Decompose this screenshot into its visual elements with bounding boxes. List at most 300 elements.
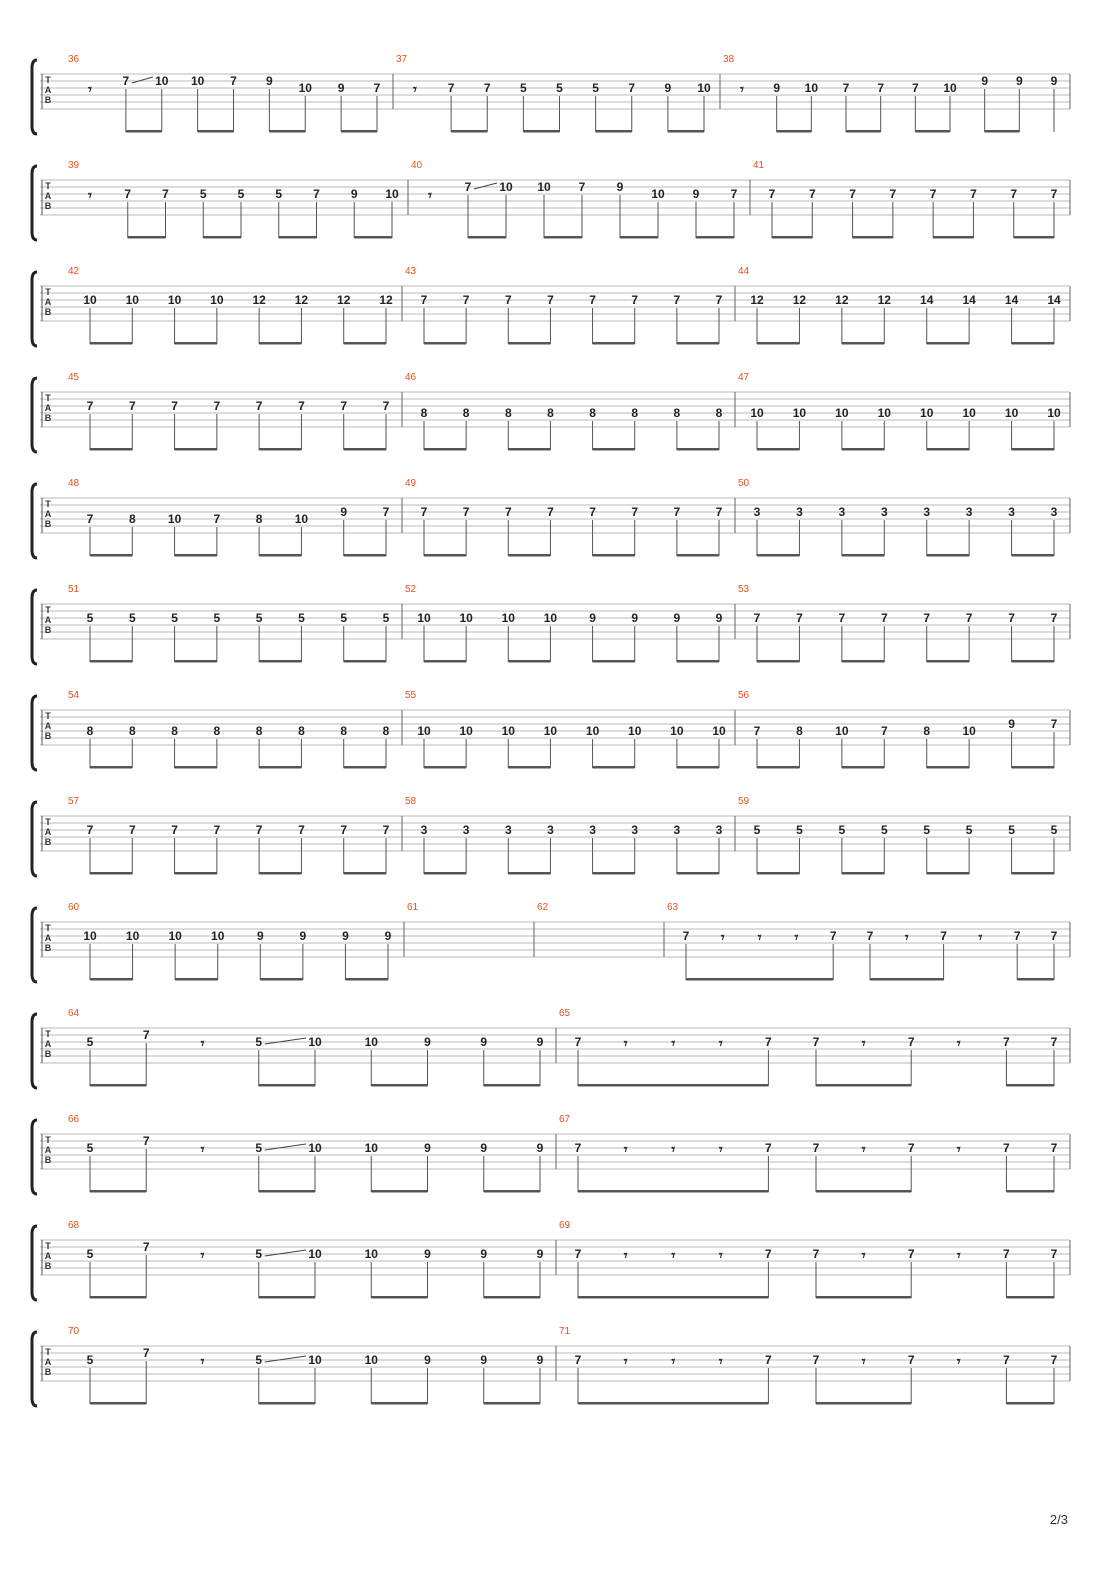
beam — [846, 130, 881, 133]
rest-symbol: 𝄾 — [623, 1248, 628, 1264]
system-bracket — [32, 272, 37, 346]
measure-number: 43 — [405, 266, 417, 277]
fret-number: 7 — [631, 293, 639, 307]
fret-number: 10 — [920, 406, 934, 420]
beam — [424, 872, 466, 875]
beam — [927, 660, 969, 663]
fret-number: 10 — [308, 1353, 322, 1367]
fret-number: 10 — [543, 611, 558, 625]
beam — [1012, 554, 1054, 557]
beam — [927, 872, 969, 875]
fret-number: 3 — [1050, 505, 1058, 519]
fret-number: 5 — [1008, 823, 1015, 837]
fret-number: 7 — [838, 611, 846, 625]
beam — [1006, 1296, 1054, 1299]
fret-number: 7 — [547, 293, 554, 307]
fret-number: 9 — [692, 187, 700, 201]
fret-number: 7 — [255, 823, 263, 837]
beam — [816, 1296, 911, 1299]
rest-symbol: 𝄾 — [718, 1142, 723, 1158]
staff-system — [32, 796, 1070, 876]
fret-number: 14 — [920, 293, 934, 307]
slide-line — [132, 77, 153, 83]
beam — [90, 1084, 146, 1087]
rest-symbol: 𝄾 — [861, 1354, 866, 1370]
fret-number: 9 — [342, 929, 349, 943]
fret-number: 7 — [382, 505, 390, 519]
fret-number: 5 — [796, 823, 803, 837]
fret-number: 5 — [340, 611, 348, 625]
tab-clef-letter: T — [45, 1135, 51, 1145]
fret-number: 7 — [970, 187, 977, 201]
beam — [870, 978, 944, 981]
staff-system — [32, 584, 1070, 664]
measure-number: 38 — [723, 54, 735, 65]
beam — [90, 1190, 146, 1193]
system-bracket — [32, 1226, 37, 1300]
fret-number: 9 — [384, 929, 392, 943]
fret-number: 3 — [631, 823, 639, 837]
fret-number: 9 — [340, 505, 348, 519]
fret-number: 7 — [86, 823, 94, 837]
beam — [259, 1190, 315, 1193]
beam — [927, 766, 969, 769]
tab-clef-letter: B — [44, 1367, 52, 1377]
beam — [484, 1190, 540, 1193]
fret-number: 7 — [382, 823, 390, 837]
fret-number: 7 — [866, 929, 874, 943]
slide-line — [265, 1250, 306, 1256]
fret-number: 7 — [765, 1247, 772, 1261]
fret-number: 7 — [213, 823, 221, 837]
beam — [344, 660, 386, 663]
rest-symbol: 𝄾 — [861, 1248, 866, 1264]
system-bracket — [32, 60, 37, 134]
beam — [757, 554, 799, 557]
fret-number: 5 — [965, 823, 973, 837]
fret-number: 7 — [420, 505, 428, 519]
beam — [259, 554, 301, 557]
system-bracket — [32, 1014, 37, 1088]
fret-number: 8 — [128, 724, 136, 738]
fret-number: 3 — [880, 505, 888, 519]
beam — [371, 1402, 427, 1405]
fret-number: 9 — [536, 1353, 544, 1367]
tab-clef-letter: B — [44, 1261, 52, 1271]
fret-number: 10 — [83, 293, 97, 307]
fret-number: 7 — [589, 505, 596, 519]
beam — [279, 236, 317, 239]
beam — [1006, 1190, 1054, 1193]
fret-number: 10 — [628, 724, 642, 738]
fret-number: 9 — [480, 1141, 488, 1155]
beam — [927, 448, 969, 451]
fret-number: 14 — [1047, 293, 1061, 307]
fret-number: 7 — [122, 74, 130, 88]
beam — [1014, 236, 1054, 239]
fret-number: 8 — [86, 724, 94, 738]
fret-number: 7 — [673, 293, 681, 307]
beam — [757, 660, 799, 663]
fret-number: 7 — [765, 1353, 772, 1367]
fret-number: 5 — [199, 187, 207, 201]
beam — [593, 872, 635, 875]
fret-number: 8 — [673, 406, 681, 420]
fret-number: 9 — [631, 611, 639, 625]
fret-number: 7 — [171, 399, 178, 413]
fret-number: 3 — [1008, 505, 1015, 519]
fret-number: 10 — [308, 1035, 322, 1049]
fret-number: 12 — [877, 293, 891, 307]
fret-number: 8 — [547, 406, 554, 420]
beam — [677, 872, 719, 875]
fret-number: 7 — [768, 187, 776, 201]
tab-clef-letter: T — [45, 181, 51, 191]
measure-number: 58 — [405, 796, 417, 807]
rest-symbol: 𝄾 — [978, 930, 983, 946]
tab-clef-letter: A — [44, 1251, 52, 1261]
fret-number: 9 — [1050, 74, 1058, 88]
fret-number: 5 — [86, 611, 94, 625]
fret-number: 7 — [504, 505, 512, 519]
beam — [259, 1402, 315, 1405]
measure-number: 50 — [738, 478, 750, 489]
fret-number: 10 — [308, 1141, 322, 1155]
beam — [757, 872, 799, 875]
fret-number: 10 — [835, 724, 849, 738]
beam — [593, 554, 635, 557]
slide-line — [265, 1038, 306, 1044]
beam — [344, 448, 386, 451]
beam — [696, 236, 734, 239]
beam — [596, 130, 632, 133]
fret-number: 8 — [589, 406, 596, 420]
rest-symbol: 𝄾 — [757, 930, 762, 946]
beam — [424, 448, 466, 451]
fret-number: 10 — [167, 293, 182, 307]
tab-clef-letter: T — [45, 605, 51, 615]
fret-number: 7 — [128, 823, 136, 837]
fret-number: 9 — [424, 1353, 431, 1367]
beam — [203, 236, 241, 239]
slide-line — [265, 1144, 306, 1150]
fret-number: 5 — [923, 823, 931, 837]
fret-number: 7 — [911, 81, 919, 95]
measure-number: 60 — [68, 902, 80, 913]
system-bracket — [32, 696, 37, 770]
beam — [677, 448, 719, 451]
beam — [523, 130, 559, 133]
beam — [677, 554, 719, 557]
fret-number: 9 — [536, 1035, 544, 1049]
fret-number: 10 — [385, 187, 399, 201]
system-bracket — [32, 908, 37, 982]
beam — [842, 554, 884, 557]
fret-number: 7 — [142, 1134, 150, 1148]
beam — [484, 1084, 540, 1087]
beam — [816, 1084, 911, 1087]
fret-number: 7 — [462, 293, 470, 307]
tab-clef-letter: T — [45, 75, 51, 85]
beam — [344, 554, 386, 557]
fret-number: 8 — [171, 724, 178, 738]
fret-number: 5 — [237, 187, 245, 201]
fret-number: 3 — [462, 823, 470, 837]
fret-number: 3 — [753, 505, 761, 519]
tab-clef-letter: B — [44, 519, 52, 529]
fret-number: 9 — [715, 611, 723, 625]
tab-clef-letter: B — [44, 1049, 52, 1059]
fret-number: 14 — [962, 293, 976, 307]
page-number: 2/3 — [1049, 1512, 1068, 1527]
tab-clef-letter: A — [44, 403, 52, 413]
tab-clef-letter: B — [44, 943, 52, 953]
fret-number: 10 — [943, 81, 957, 95]
fret-number: 7 — [1003, 1035, 1010, 1049]
beam — [933, 236, 973, 239]
beam — [344, 342, 386, 345]
measure-number: 61 — [407, 902, 419, 913]
fret-number: 7 — [730, 187, 738, 201]
rest-symbol: 𝄾 — [671, 1036, 676, 1052]
fret-number: 3 — [420, 823, 428, 837]
rest-symbol: 𝄾 — [88, 188, 92, 204]
rest-symbol: 𝄾 — [718, 1248, 723, 1264]
fret-number: 10 — [210, 293, 224, 307]
beam — [484, 1296, 540, 1299]
fret-number: 8 — [340, 724, 348, 738]
system-bracket — [32, 590, 37, 664]
measure-number: 69 — [559, 1220, 571, 1231]
measure-number: 63 — [667, 902, 679, 913]
measure-number: 70 — [68, 1326, 80, 1337]
rest-symbol: 𝄾 — [200, 1354, 205, 1370]
beam — [484, 1402, 540, 1405]
fret-number: 3 — [838, 505, 846, 519]
tab-clef-letter: T — [45, 287, 51, 297]
beam — [842, 342, 884, 345]
beam — [677, 766, 719, 769]
measure-number: 53 — [738, 584, 750, 595]
fret-number: 5 — [880, 823, 888, 837]
fret-number: 9 — [1015, 74, 1023, 88]
fret-number: 9 — [299, 929, 307, 943]
system-bracket — [32, 802, 37, 876]
fret-number: 10 — [417, 724, 431, 738]
tab-clef-letter: T — [45, 711, 51, 721]
fret-number: 7 — [1003, 1353, 1010, 1367]
fret-number: 9 — [480, 1353, 488, 1367]
fret-number: 9 — [536, 1141, 544, 1155]
beam — [915, 130, 950, 133]
fret-number: 7 — [812, 1141, 820, 1155]
rest-symbol: 𝄾 — [428, 188, 432, 204]
beam — [508, 342, 550, 345]
fret-number: 9 — [424, 1247, 431, 1261]
fret-number: 3 — [589, 823, 596, 837]
measure-number: 54 — [68, 690, 80, 701]
measure-number: 36 — [68, 54, 80, 65]
beam — [593, 448, 635, 451]
fret-number: 5 — [255, 1035, 263, 1049]
fret-number: 9 — [981, 74, 989, 88]
staff-system — [32, 266, 1070, 346]
fret-number: 7 — [1050, 187, 1058, 201]
fret-number: 7 — [340, 823, 348, 837]
measure-number: 44 — [738, 266, 750, 277]
fret-number: 7 — [1050, 1035, 1058, 1049]
beam — [468, 236, 506, 239]
fret-number: 5 — [592, 81, 599, 95]
rest-symbol: 𝄾 — [740, 82, 744, 98]
measure-number: 59 — [738, 796, 750, 807]
beam — [90, 872, 132, 875]
fret-number: 7 — [877, 81, 885, 95]
beam — [424, 342, 466, 345]
rest-symbol: 𝄾 — [88, 82, 92, 98]
tab-clef-letter: T — [45, 393, 51, 403]
fret-number: 7 — [142, 1028, 150, 1042]
system-bracket — [32, 1332, 37, 1406]
tab-clef-letter: T — [45, 817, 51, 827]
tab-clef-letter: T — [45, 499, 51, 509]
fret-number: 7 — [574, 1247, 582, 1261]
beam — [777, 130, 812, 133]
fret-number: 10 — [585, 724, 600, 738]
fret-number: 5 — [86, 1035, 94, 1049]
beam — [341, 130, 377, 133]
fret-number: 7 — [574, 1035, 582, 1049]
rest-symbol: 𝄾 — [623, 1354, 628, 1370]
fret-number: 9 — [480, 1247, 488, 1261]
fret-number: 10 — [298, 81, 312, 95]
fret-number: 7 — [1050, 929, 1058, 943]
rest-symbol: 𝄾 — [671, 1142, 676, 1158]
fret-number: 8 — [923, 724, 931, 738]
fret-number: 10 — [364, 1035, 378, 1049]
rest-symbol: 𝄾 — [956, 1142, 961, 1158]
rest-symbol: 𝄾 — [720, 930, 725, 946]
fret-number: 8 — [631, 406, 639, 420]
beam — [842, 448, 884, 451]
rest-symbol: 𝄾 — [413, 82, 417, 98]
fret-number: 9 — [337, 81, 345, 95]
staff-system — [32, 160, 1070, 240]
measure-number: 62 — [537, 902, 549, 913]
fret-number: 8 — [796, 724, 803, 738]
beam — [259, 448, 301, 451]
beam — [508, 448, 550, 451]
measure-number: 65 — [559, 1008, 571, 1019]
beam — [927, 554, 969, 557]
beam — [90, 342, 132, 345]
fret-number: 12 — [792, 293, 807, 307]
fret-number: 10 — [459, 611, 473, 625]
tab-clef-letter: T — [45, 923, 51, 933]
beam — [371, 1296, 427, 1299]
staff-system — [32, 372, 1070, 452]
fret-number: 10 — [125, 293, 139, 307]
fret-number: 7 — [464, 180, 472, 194]
tab-clef-letter: A — [44, 85, 52, 95]
beam — [260, 978, 303, 981]
fret-number: 7 — [907, 1141, 915, 1155]
measure-number: 47 — [738, 372, 750, 383]
fret-number: 7 — [483, 81, 491, 95]
fret-number: 7 — [940, 929, 947, 943]
beam — [1012, 660, 1054, 663]
beam — [259, 1296, 315, 1299]
rest-symbol: 𝄾 — [861, 1142, 866, 1158]
beam — [686, 978, 833, 981]
fret-number: 7 — [753, 724, 761, 738]
tab-clef-letter: A — [44, 1039, 52, 1049]
staff-system — [32, 1326, 1070, 1406]
tab-clef-letter: A — [44, 509, 52, 519]
fret-number: 3 — [547, 823, 554, 837]
fret-number: 7 — [628, 81, 636, 95]
tab-clef-letter: A — [44, 1145, 52, 1155]
tab-clef-letter: T — [45, 1029, 51, 1039]
beam — [90, 448, 132, 451]
rest-symbol: 𝄾 — [671, 1354, 676, 1370]
rest-symbol: 𝄾 — [718, 1036, 723, 1052]
beam — [853, 236, 893, 239]
slide-line — [474, 183, 497, 189]
beam — [451, 130, 487, 133]
fret-number: 7 — [298, 399, 305, 413]
fret-number: 7 — [142, 1240, 150, 1254]
tab-clef-letter: B — [44, 625, 52, 635]
measure-number: 46 — [405, 372, 417, 383]
fret-number: 10 — [1047, 406, 1061, 420]
tab-clef-letter: A — [44, 827, 52, 837]
beam — [668, 130, 704, 133]
fret-number: 9 — [266, 74, 273, 88]
staff-system — [32, 478, 1070, 558]
fret-number: 7 — [965, 611, 973, 625]
fret-number: 10 — [168, 929, 182, 943]
beam — [175, 448, 217, 451]
fret-number: 7 — [340, 399, 348, 413]
fret-number: 7 — [504, 293, 512, 307]
fret-number: 9 — [1008, 717, 1015, 731]
measure-number: 37 — [396, 54, 408, 65]
fret-number: 7 — [1003, 1141, 1010, 1155]
fret-number: 7 — [673, 505, 681, 519]
fret-number: 7 — [574, 1353, 582, 1367]
measure-number: 42 — [68, 266, 80, 277]
fret-number: 9 — [664, 81, 672, 95]
fret-number: 7 — [313, 187, 320, 201]
beam — [175, 978, 218, 981]
fret-number: 7 — [765, 1035, 772, 1049]
fret-number: 7 — [420, 293, 428, 307]
beam — [772, 236, 812, 239]
fret-number: 12 — [252, 293, 266, 307]
beam — [1012, 342, 1054, 345]
beam — [985, 130, 1020, 133]
fret-number: 9 — [536, 1247, 544, 1261]
fret-number: 8 — [504, 406, 512, 420]
tab-clef-letter: T — [45, 1347, 51, 1357]
beam — [259, 660, 301, 663]
beam — [757, 448, 799, 451]
fret-number: 5 — [298, 611, 305, 625]
fret-number: 9 — [256, 929, 264, 943]
beam — [371, 1084, 427, 1087]
fret-number: 7 — [889, 187, 897, 201]
